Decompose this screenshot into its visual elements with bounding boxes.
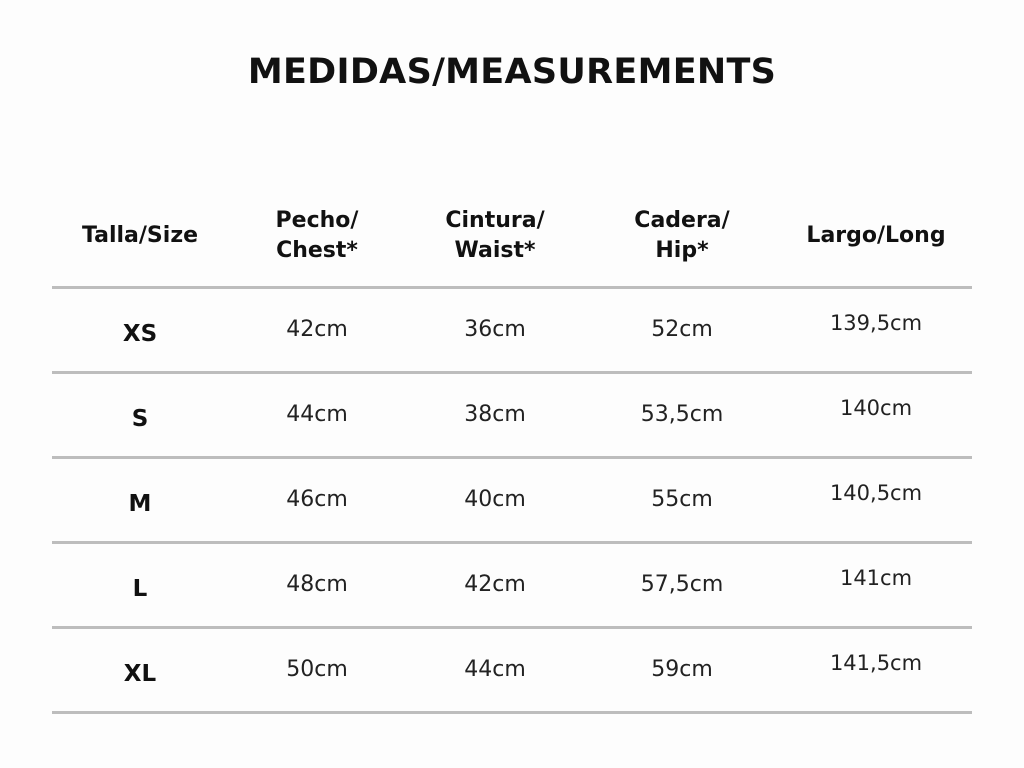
long-cell: 139,5cm [829, 310, 923, 335]
waist-cell: 44cm [464, 657, 526, 683]
waist-cell: 40cm [464, 487, 526, 513]
hip-cell: 52cm [651, 317, 713, 343]
header-long-line1: Largo/Long [806, 223, 946, 249]
header-long [780, 221, 972, 251]
table-header-row [52, 186, 972, 289]
hip-cell: 55cm [651, 487, 713, 513]
header-size [52, 221, 228, 251]
long-cell: 141cm [839, 565, 913, 590]
header-hip [584, 206, 780, 265]
size-table [52, 186, 972, 714]
waist-cell: 38cm [464, 402, 526, 428]
size-cell: XS [122, 321, 158, 348]
header-chest [228, 206, 406, 265]
table-row [52, 459, 972, 544]
chest-cell: 46cm [286, 487, 348, 513]
header-chest-line2: Chest* [276, 238, 358, 263]
table-row [52, 544, 972, 629]
chest-cell: 48cm [286, 572, 348, 598]
header-waist-line1: Cintura/ [445, 208, 545, 234]
long-cell: 140cm [839, 395, 913, 420]
size-cell: L [132, 576, 148, 603]
header-size-line1: Talla/Size [81, 223, 199, 249]
size-cell: XL [123, 661, 157, 688]
header-waist-line2: Waist* [454, 238, 536, 263]
header-chest-line1: Pecho/ [275, 208, 359, 234]
chest-cell: 44cm [286, 402, 348, 428]
chest-cell: 50cm [286, 657, 348, 683]
hip-cell: 57,5cm [640, 572, 724, 598]
header-hip-line2: Hip* [655, 238, 709, 263]
size-cell: M [128, 491, 152, 518]
size-cell: S [131, 406, 149, 433]
table-row [52, 629, 972, 714]
header-hip-line1: Cadera/ [634, 208, 730, 234]
hip-cell: 53,5cm [640, 402, 724, 428]
table-row [52, 289, 972, 374]
page-title: MEDIDAS/MEASUREMENTS [247, 52, 777, 92]
waist-cell: 42cm [464, 572, 526, 598]
header-waist [406, 206, 584, 265]
long-cell: 141,5cm [829, 650, 923, 675]
hip-cell: 59cm [651, 657, 713, 683]
long-cell: 140,5cm [829, 480, 923, 505]
table-row [52, 374, 972, 459]
chest-cell: 42cm [286, 317, 348, 343]
waist-cell: 36cm [464, 317, 526, 343]
